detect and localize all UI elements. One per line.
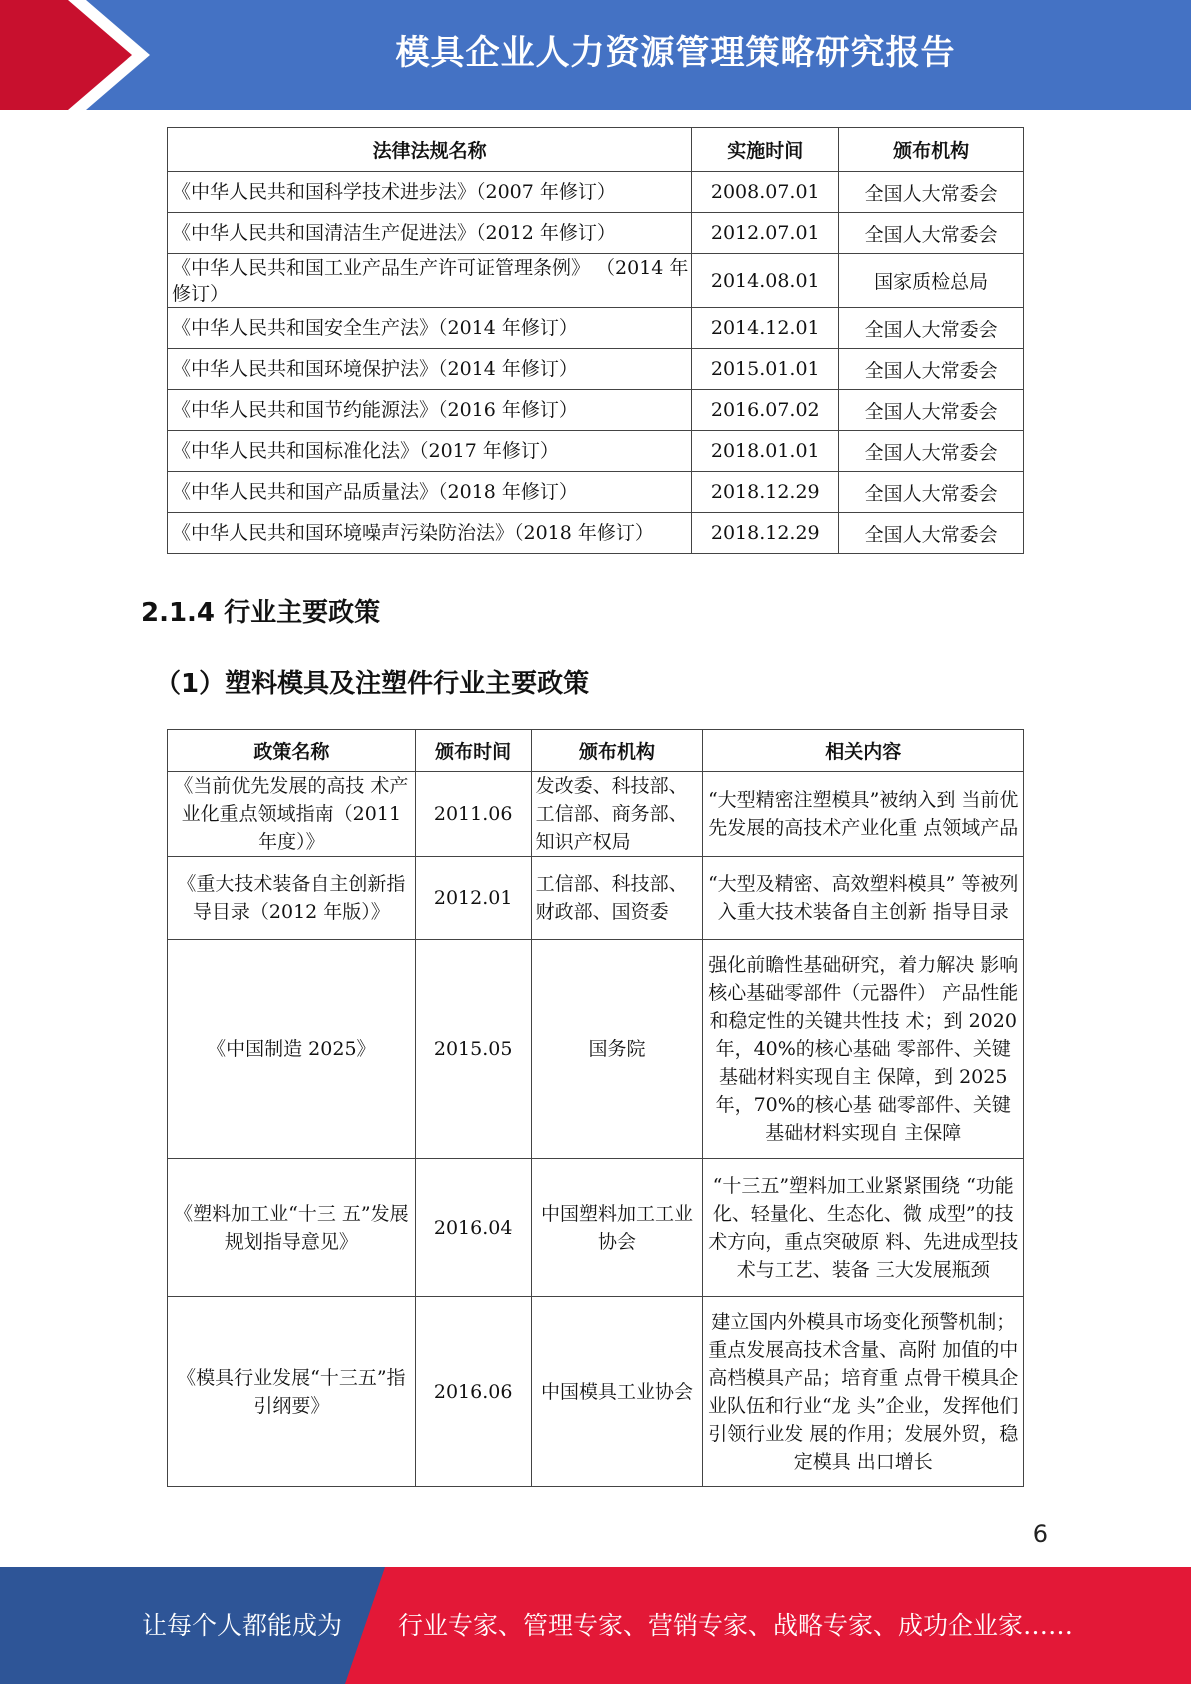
table-row bbox=[168, 254, 1024, 308]
section-heading: 2.1.4 行业主要政策 bbox=[141, 598, 381, 628]
table-row bbox=[168, 213, 1024, 254]
issuing-agency: 全国人大常委会 bbox=[839, 172, 1024, 213]
policy-agency: 发改委、科技部、工信部、商务部、知识产权局 bbox=[531, 772, 703, 857]
column-header: 颁布机构 bbox=[531, 730, 703, 772]
column-header: 颁布时间 bbox=[415, 730, 531, 772]
effective-date: 2018.12.29 bbox=[692, 513, 839, 554]
page-footer bbox=[0, 1567, 1191, 1684]
policy-name: 《重大技术装备自主创新指导目录（2012 年版）》 bbox=[168, 857, 416, 940]
effective-date: 2014.08.01 bbox=[692, 254, 839, 308]
effective-date: 2012.07.01 bbox=[692, 213, 839, 254]
policy-name: 《中国制造 2025》 bbox=[168, 940, 416, 1159]
table-row bbox=[168, 940, 1024, 1159]
policy-date: 2011.06 bbox=[415, 772, 531, 857]
column-header: 政策名称 bbox=[168, 730, 416, 772]
column-header: 实施时间 bbox=[692, 128, 839, 172]
report-title: 模具企业人力资源管理策略研究报告 bbox=[395, 33, 956, 73]
policy-agency: 国务院 bbox=[531, 940, 703, 1159]
issuing-agency: 全国人大常委会 bbox=[839, 390, 1024, 431]
policy-table bbox=[167, 729, 1024, 1487]
table-header-row bbox=[168, 128, 1024, 172]
policy-date: 2012.01 bbox=[415, 857, 531, 940]
policy-content: 强化前瞻性基础研究，着力解决 影响核心基础零部件（元器件） 产品性能和稳定性的关键共性技 术；到 2020 年，40%的核心基础 零部件、关键基础材料实现自主 保障，到 2025 年，70%的核心基 础零部件、关键基础材料实现自 主保障 bbox=[703, 940, 1024, 1159]
policy-agency: 工信部、科技部、财政部、国资委 bbox=[531, 857, 703, 940]
effective-date: 2016.07.02 bbox=[692, 390, 839, 431]
footer-slogan-left: 让每个人都能成为 bbox=[142, 1611, 343, 1640]
table-row bbox=[168, 308, 1024, 349]
law-name: 《中华人民共和国科学技术进步法》（2007 年修订） bbox=[168, 172, 692, 213]
policy-agency: 中国模具工业协会 bbox=[531, 1297, 703, 1487]
issuing-agency: 全国人大常委会 bbox=[839, 213, 1024, 254]
column-header: 相关内容 bbox=[703, 730, 1024, 772]
table-row bbox=[168, 431, 1024, 472]
effective-date: 2015.01.01 bbox=[692, 349, 839, 390]
table-header-row bbox=[168, 730, 1024, 772]
policy-name: 《模具行业发展“十三五”指引纲要》 bbox=[168, 1297, 416, 1487]
column-header: 颁布机构 bbox=[839, 128, 1024, 172]
issuing-agency: 全国人大常委会 bbox=[839, 431, 1024, 472]
policy-name: 《塑料加工业“十三 五”发展规划指导意见》 bbox=[168, 1159, 416, 1297]
header-chevron-red-decoration bbox=[0, 0, 140, 110]
effective-date: 2018.12.29 bbox=[692, 472, 839, 513]
laws-table bbox=[167, 127, 1024, 554]
policy-content: “大型精密注塑模具”被纳入到 当前优先发展的高技术产业化重 点领域产品 bbox=[703, 772, 1024, 857]
law-name: 《中华人民共和国标准化法》（2017 年修订） bbox=[168, 431, 692, 472]
page-header bbox=[0, 0, 1191, 110]
table-row bbox=[168, 1159, 1024, 1297]
table-row bbox=[168, 172, 1024, 213]
table-row bbox=[168, 390, 1024, 431]
issuing-agency: 全国人大常委会 bbox=[839, 472, 1024, 513]
policy-agency: 中国塑料加工工业协会 bbox=[531, 1159, 703, 1297]
page-number: 6 bbox=[1032, 1520, 1048, 1548]
policy-date: 2016.04 bbox=[415, 1159, 531, 1297]
law-name: 《中华人民共和国节约能源法》（2016 年修订） bbox=[168, 390, 692, 431]
policy-date: 2015.05 bbox=[415, 940, 531, 1159]
effective-date: 2014.12.01 bbox=[692, 308, 839, 349]
issuing-agency: 全国人大常委会 bbox=[839, 349, 1024, 390]
issuing-agency: 国家质检总局 bbox=[839, 254, 1024, 308]
law-name: 《中华人民共和国清洁生产促进法》（2012 年修订） bbox=[168, 213, 692, 254]
column-header: 法律法规名称 bbox=[168, 128, 692, 172]
table-row bbox=[168, 772, 1024, 857]
policy-content: “大型及精密、高效塑料模具” 等被列入重大技术装备自主创新 指导目录 bbox=[703, 857, 1024, 940]
policy-name: 《当前优先发展的高技 术产业化重点领域指南（2011 年度）》 bbox=[168, 772, 416, 857]
footer-slogan-right: 行业专家、管理专家、营销专家、战略专家、成功企业家…… bbox=[398, 1611, 1074, 1640]
effective-date: 2008.07.01 bbox=[692, 172, 839, 213]
issuing-agency: 全国人大常委会 bbox=[839, 513, 1024, 554]
table-row bbox=[168, 349, 1024, 390]
subsection-heading: （1）塑料模具及注塑件行业主要政策 bbox=[155, 669, 590, 699]
policy-content: 建立国内外模具市场变化预警机制；重点发展高技术含量、高附 加值的中高档模具产品；培育重 点骨干模具企业队伍和行业“龙 头”企业，发挥他们引领行业发 展的作用；发展外贸，稳定模具 出口增长 bbox=[703, 1297, 1024, 1487]
table-row bbox=[168, 472, 1024, 513]
law-name: 《中华人民共和国环境噪声污染防治法》（2018 年修订） bbox=[168, 513, 692, 554]
law-name: 《中华人民共和国安全生产法》（2014 年修订） bbox=[168, 308, 692, 349]
law-name: 《中华人民共和国产品质量法》（2018 年修订） bbox=[168, 472, 692, 513]
law-name: 《中华人民共和国环境保护法》（2014 年修订） bbox=[168, 349, 692, 390]
table-row bbox=[168, 857, 1024, 940]
policy-date: 2016.06 bbox=[415, 1297, 531, 1487]
table-row bbox=[168, 1297, 1024, 1487]
issuing-agency: 全国人大常委会 bbox=[839, 308, 1024, 349]
policy-content: “十三五”塑料加工业紧紧围绕 “功能化、轻量化、生态化、微 成型”的技术方向，重点突破原 料、先进成型技术与工艺、装备 三大发展瓶颈 bbox=[703, 1159, 1024, 1297]
effective-date: 2018.01.01 bbox=[692, 431, 839, 472]
table-row bbox=[168, 513, 1024, 554]
law-name: 《中华人民共和国工业产品生产许可证管理条例》 （2014 年修订） bbox=[168, 254, 692, 308]
